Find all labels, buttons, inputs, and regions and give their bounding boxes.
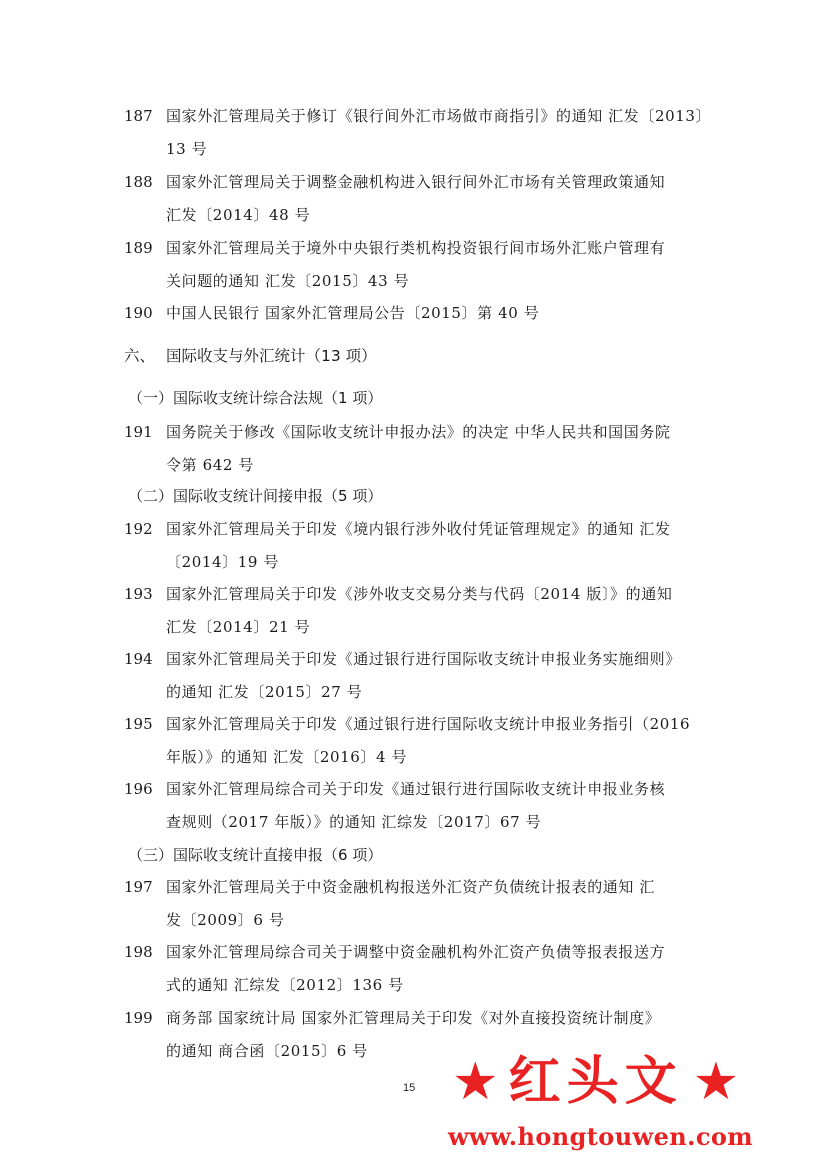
list-item [124,232,724,298]
list-item [124,100,724,166]
item-text: 国家外汇管理局关于调整金融机构进入银行间外汇市场有关管理政策通知 [166,173,666,191]
watermark-url: www.hongtouwen.com [448,1122,754,1151]
item-text: 商务部 国家统计局 国家外汇管理局关于印发《对外直接投资统计制度》 [166,1009,661,1027]
page-number: 15 [403,1082,416,1094]
section-number: 六、 [124,347,156,365]
watermark [440,1044,825,1170]
item-number: 196 [124,780,153,798]
item-text: 国家外汇管理局关于印发《通过银行进行国际收支统计申报业务指引（2016 [166,715,691,733]
item-text: 〔2014〕19 号 [166,553,280,571]
item-text: 国家外汇管理局关于中资金融机构报送外汇资产负债统计报表的通知 汇 [166,878,655,896]
item-number: 197 [124,878,153,896]
list-item [124,513,724,579]
item-number: 191 [124,423,153,441]
item-text: 汇发〔2014〕48 号 [166,206,311,224]
list-item [124,416,724,482]
list-item [124,166,724,232]
item-text: 国家外汇管理局关于印发《涉外收支交易分类与代码〔2014 版〕》的通知 [166,585,673,603]
item-text: 13 号 [166,140,208,158]
item-text: 国家外汇管理局关于境外中央银行类机构投资银行间市场外汇账户管理有 [166,239,666,257]
item-text: 年版）》的通知 汇发〔2016〕4 号 [166,748,408,766]
item-text: 汇发〔2014〕21 号 [166,618,311,636]
list-item [124,708,724,774]
subsection-heading: （二）国际收支统计间接申报（5 项） [128,487,383,505]
watermark-title: 红头文 [508,1051,683,1112]
item-text: 的通知 商合函〔2015〕6 号 [166,1042,368,1060]
subsection-heading: （三）国际收支统计直接申报（6 项） [128,846,383,864]
item-text: 式的通知 汇综发〔2012〕136 号 [166,976,404,994]
item-text: 查规则（2017 年版）》的通知 汇综发〔2017〕67 号 [166,813,542,831]
item-number: 194 [124,650,153,668]
item-text: 令第 642 号 [166,456,254,474]
item-number: 199 [124,1009,153,1027]
item-text: 的通知 汇发〔2015〕27 号 [166,683,363,701]
item-number: 190 [124,304,153,322]
item-text: 国家外汇管理局综合司关于调整中资金融机构外汇资产负债等报表报送方 [166,943,666,961]
item-number: 193 [124,585,153,603]
list-item [124,871,724,937]
item-text: 国家外汇管理局关于印发《境内银行涉外收付凭证管理规定》的通知 汇发 [166,520,671,538]
item-text: 国家外汇管理局关于印发《通过银行进行国际收支统计申报业务实施细则》 [166,650,681,668]
item-number: 189 [124,239,153,257]
section-heading [124,341,377,371]
item-text: 中国人民银行 国家外汇管理局公告〔2015〕第 40 号 [166,304,540,322]
list-item [124,578,724,644]
item-number: 192 [124,520,153,538]
list-item [124,297,724,330]
item-number: 188 [124,173,153,191]
item-number: 198 [124,943,153,961]
list-item [124,643,724,709]
list-item [124,936,724,1002]
watermark-title-row [452,1046,739,1118]
item-text: 国家外汇管理局关于修订《银行间外汇市场做市商指引》的通知 汇发〔2013〕 [166,107,712,125]
item-text: 发〔2009〕6 号 [166,911,285,929]
item-text: 国家外汇管理局综合司关于印发《通过银行进行国际收支统计申报业务核 [166,780,666,798]
item-text: 关问题的通知 汇发〔2015〕43 号 [166,272,410,290]
section-title: 国际收支与外汇统计（13 项） [166,347,377,365]
item-number: 187 [124,107,153,125]
star-icon: ★ [692,1052,740,1112]
star-icon: ★ [452,1052,499,1112]
subsection-heading: （一）国际收支统计综合法规（1 项） [128,389,383,407]
item-text: 国务院关于修改《国际收支统计申报办法》的决定 中华人民共和国国务院 [166,423,671,441]
list-item [124,773,724,839]
item-number: 195 [124,715,153,733]
